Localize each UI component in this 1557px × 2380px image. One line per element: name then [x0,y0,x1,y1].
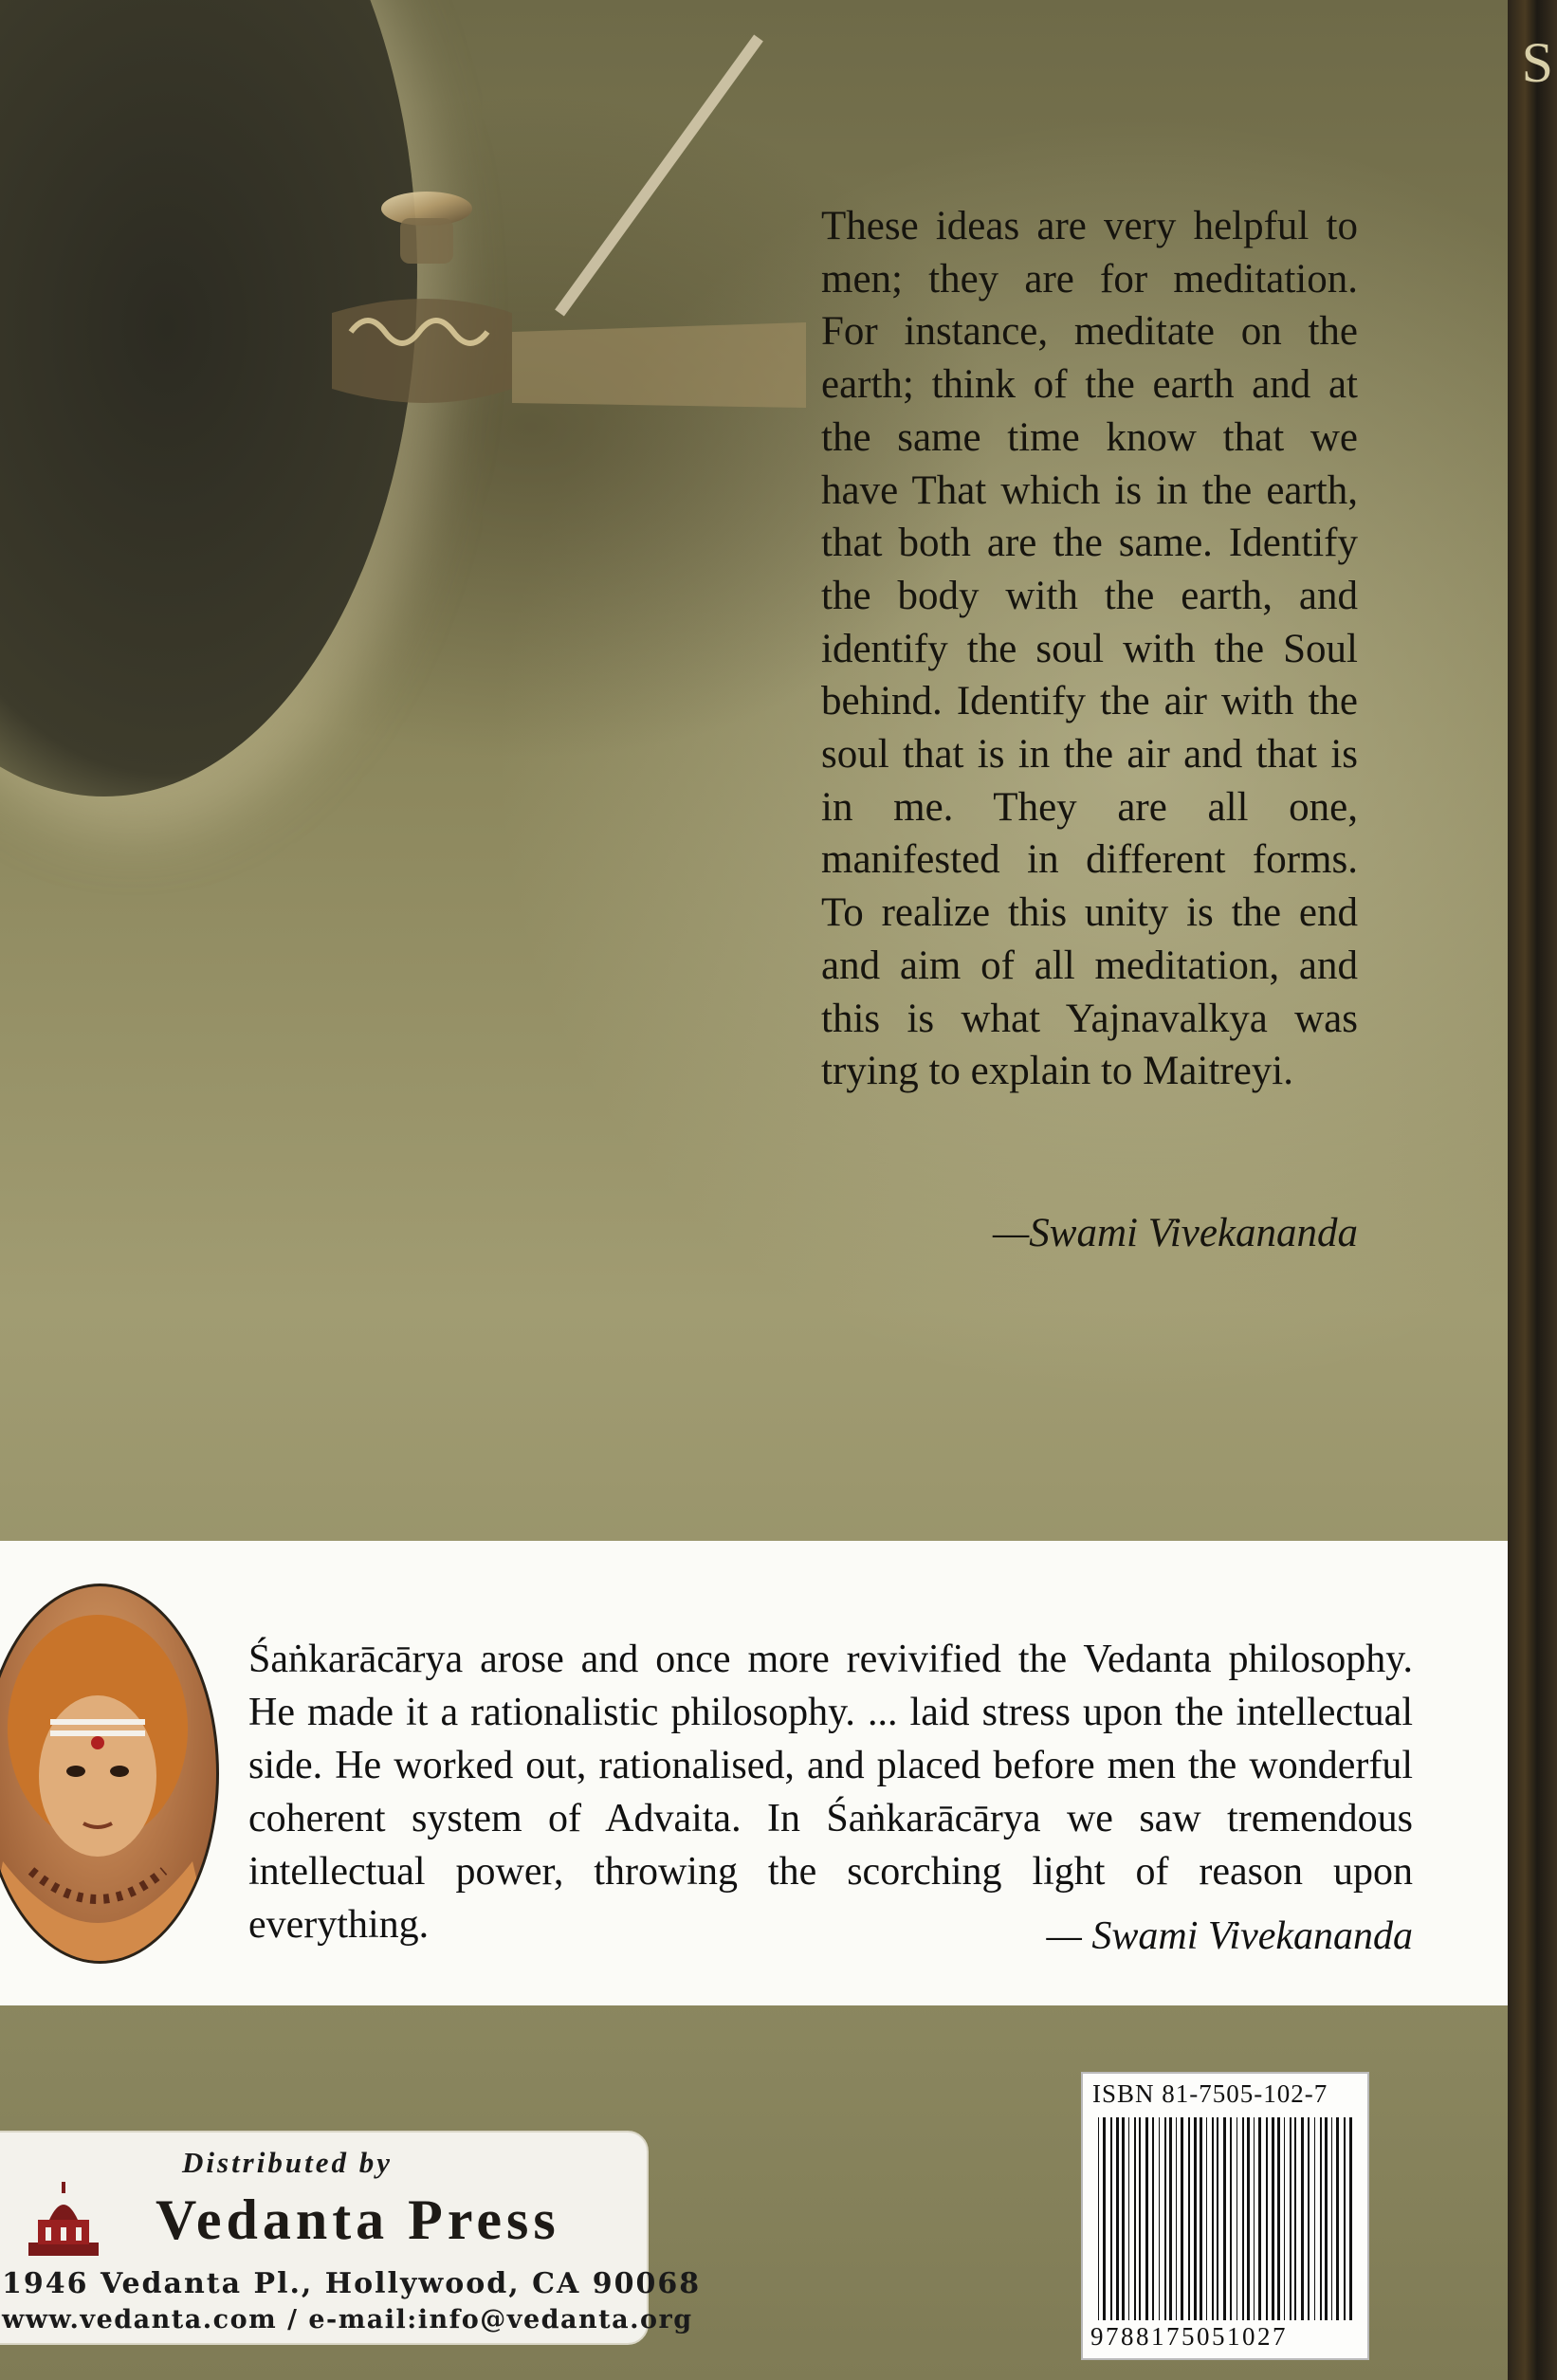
band-quote-text: Śaṅkarācārya arose and once more revivified the Vedanta philosophy. He made it a rationalistic philosophy. ... laid stress upon the intellectual side. He worked out, rationalised, and placed before men the wonderful coherent system of Advaita. In Śaṅkarācārya we saw tremendous intellectual power, throwing the scorching light of reason upon everything. [248,1638,1413,1947]
distributor-address: 1946 Vedanta Pl., Hollywood, CA 90068 [2,2267,702,2300]
distributor-web-email: www.vedanta.com / e-mail:info@vedanta.org [2,2305,693,2334]
isbn-barcode-box [1081,2072,1369,2360]
top-quote-attribution: —Swami Vivekananda [993,1211,1358,1255]
band-quote-attribution: — Swami Vivekananda [1046,1914,1413,1958]
spine-letter: S [1521,31,1553,94]
distributed-by-label: Distributed by [182,2146,393,2179]
barcode-icon [1096,2117,1354,2320]
distributor-name: Vedanta Press [156,2188,560,2251]
barcode-digits: 9788175051027 [1090,2322,1288,2351]
lamp-illustration [313,28,825,446]
book-spine-edge [1508,0,1557,2380]
temple-icon [21,2176,106,2263]
top-quote-text: These ideas are very helpful to men; they are for meditation. For instance, meditate on the earth; think of the earth and at the same time know that we have That which is in the earth, that both are the same. Identify the body with the earth, and identify the soul with the Soul behind. Identify the air with the soul that is in the air and that is in me. They are all one, manifested in different forms. To realize this unity is the end and aim of all meditation, and this is what Yajnavalkya was trying to explain to Maitreyi. [821,204,1358,1094]
distributor-panel [0,2131,702,2345]
isbn-label: ISBN 81-7505-102-7 [1092,2079,1328,2108]
